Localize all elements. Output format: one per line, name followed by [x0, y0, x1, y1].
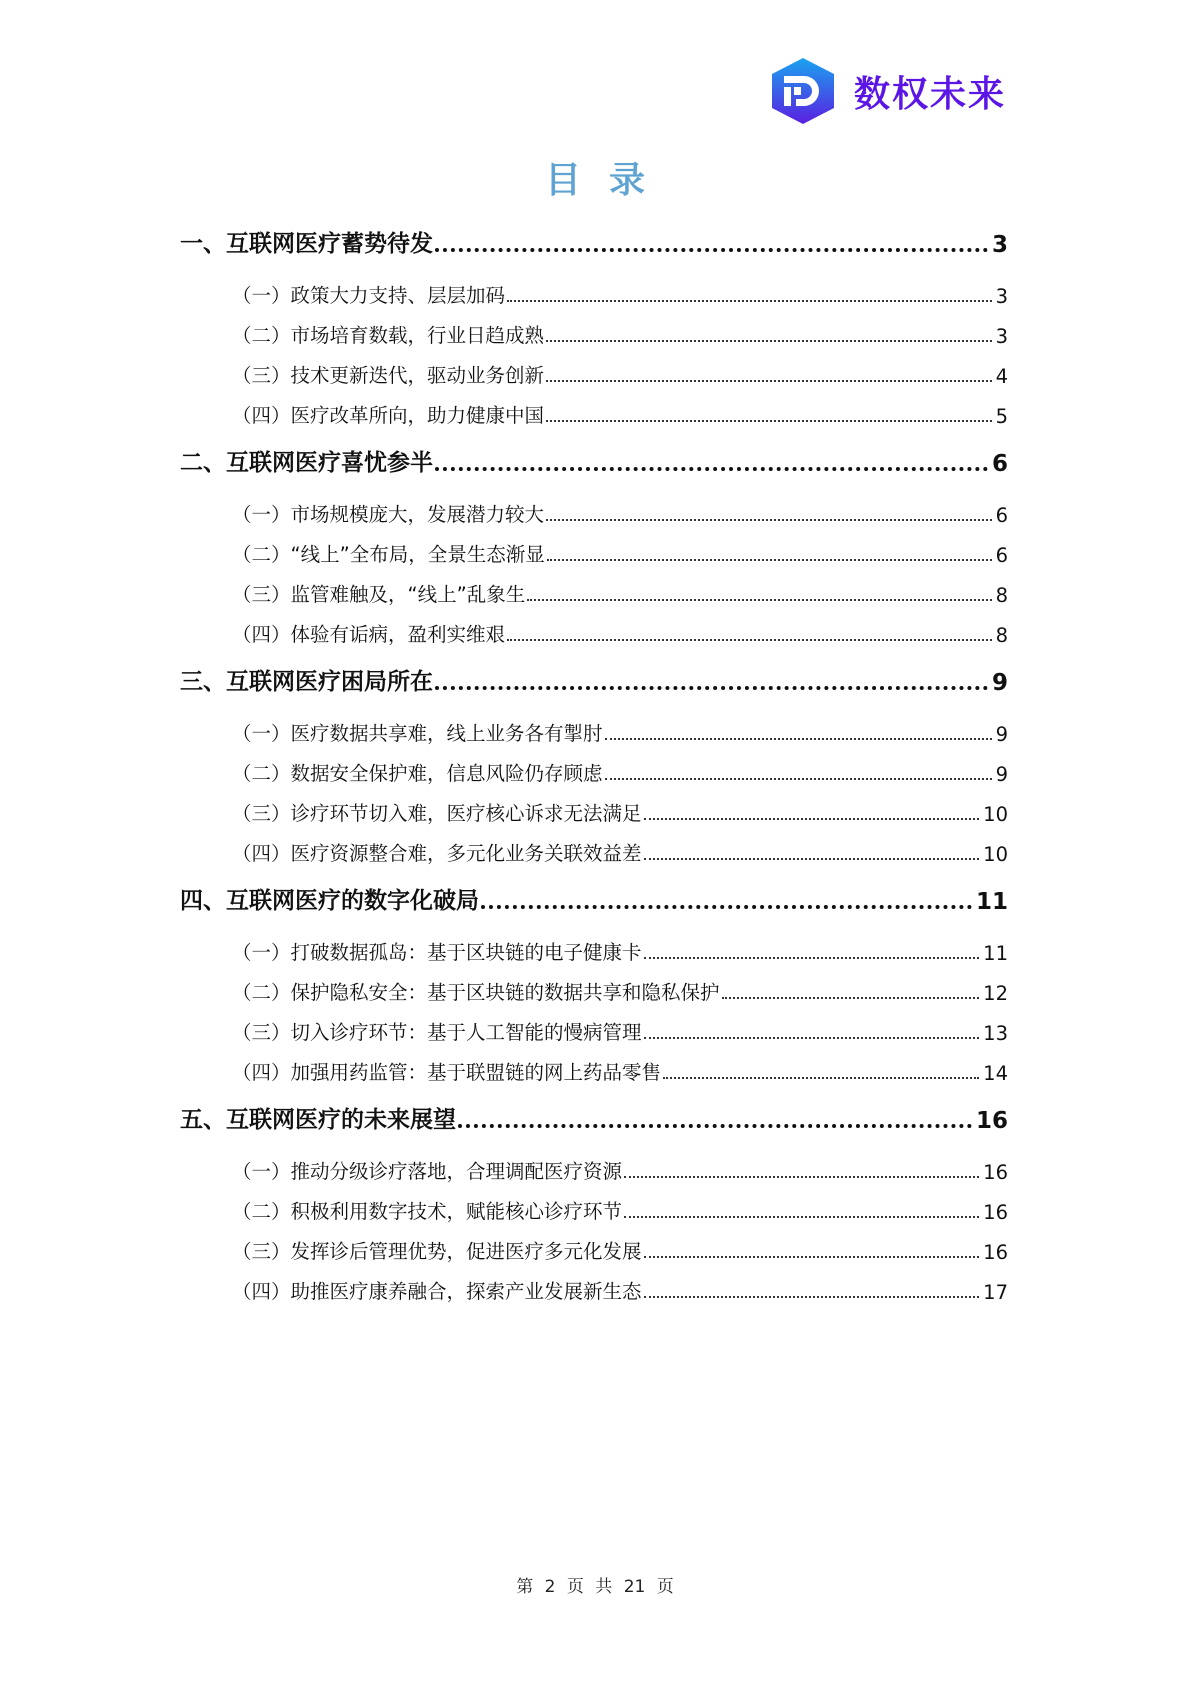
toc-subsection[interactable]	[180, 398, 1008, 428]
page-footer: 第 2 页 共 21 页	[516, 1577, 674, 1597]
dot-leader	[644, 1296, 980, 1298]
toc-page-number: 16	[983, 1241, 1008, 1264]
dot-leader	[644, 1037, 980, 1039]
toc-entry-label: （一）市场规模庞大，发展潜力较大	[232, 503, 545, 526]
toc-entry-label: （三）监管难触及，“线上”乱象生	[232, 583, 526, 606]
toc-subsection[interactable]	[180, 1015, 1008, 1045]
toc-subsection[interactable]	[180, 836, 1008, 866]
toc-page-number: 11	[975, 889, 1008, 915]
toc-subsection[interactable]	[180, 975, 1008, 1005]
dot-leader	[458, 1124, 972, 1128]
toc-entry-label: 四、互联网医疗的数字化破局	[180, 888, 479, 914]
toc-entry-label: （四）体验有诟病，盈利实维艰	[232, 623, 506, 646]
toc-page-number: 6	[991, 451, 1008, 477]
toc-entry-label: （一）医疗数据共享难，线上业务各有掣肘	[232, 722, 603, 745]
toc-entry-label: （四）加强用药监管：基于联盟链的网上药品零售	[232, 1061, 662, 1084]
toc-entry-label: （二）数据安全保护难，信息风险仍存顾虑	[232, 762, 603, 785]
toc-subsection[interactable]	[180, 1234, 1008, 1264]
toc-entry-label: 五、互联网医疗的未来展望	[180, 1107, 456, 1133]
toc-page-number: 10	[983, 803, 1008, 826]
dot-leader	[624, 1216, 979, 1218]
toc-entry-label: （三）发挥诊后管理优势，促进医疗多元化发展	[232, 1240, 642, 1263]
toc-page-number: 5	[995, 405, 1008, 428]
dot-leader	[605, 778, 992, 780]
toc-page-number: 16	[983, 1201, 1008, 1224]
toc-entry-label: （四）助推医疗康养融合，探索产业发展新生态	[232, 1280, 642, 1303]
toc-page-number: 3	[995, 285, 1008, 308]
toc-section-heading[interactable]	[180, 222, 1008, 258]
toc-page-number: 14	[983, 1062, 1008, 1085]
logo-hexagon-icon	[768, 56, 838, 126]
toc-page-number: 11	[983, 942, 1008, 965]
dot-leader	[507, 300, 992, 302]
toc-entry-label: （二）保护隐私安全：基于区块链的数据共享和隐私保护	[232, 981, 720, 1004]
toc-page-number: 16	[975, 1108, 1008, 1134]
toc-page-number: 13	[983, 1022, 1008, 1045]
toc-entry-label: （一）推动分级诊疗落地，合理调配医疗资源	[232, 1160, 623, 1183]
dot-leader	[546, 340, 992, 342]
toc-subsection[interactable]	[180, 756, 1008, 786]
toc-subsection[interactable]	[180, 497, 1008, 527]
toc-subsection[interactable]	[180, 358, 1008, 388]
dot-leader	[546, 420, 992, 422]
toc-subsection[interactable]	[180, 537, 1008, 567]
toc-subsection[interactable]	[180, 617, 1008, 647]
dot-leader	[624, 1176, 979, 1178]
toc-page-number: 9	[995, 763, 1008, 786]
toc-page-number: 4	[995, 365, 1008, 388]
toc-entry-label: （三）诊疗环节切入难，医疗核心诉求无法满足	[232, 802, 642, 825]
toc-page-number: 10	[983, 843, 1008, 866]
dot-leader	[507, 639, 992, 641]
dot-leader	[481, 905, 972, 909]
toc-section-heading[interactable]	[180, 441, 1008, 477]
dot-leader	[435, 467, 988, 471]
toc-entry-label: 二、互联网医疗喜忧参半	[180, 450, 433, 476]
toc-subsection[interactable]	[180, 1274, 1008, 1304]
dot-leader	[527, 599, 991, 601]
toc-page-number: 16	[983, 1161, 1008, 1184]
toc-entry-label: （一）打破数据孤岛：基于区块链的电子健康卡	[232, 941, 642, 964]
toc-page-number: 8	[995, 584, 1008, 607]
toc-entry-label: （四）医疗改革所向，助力健康中国	[232, 404, 545, 427]
dot-leader	[644, 818, 980, 820]
logo-text: 数权未来	[854, 73, 1007, 115]
toc-section-heading[interactable]	[180, 660, 1008, 696]
dot-leader	[546, 380, 992, 382]
toc-entry-label: （三）技术更新迭代，驱动业务创新	[232, 364, 545, 387]
toc-page-number: 6	[995, 504, 1008, 527]
toc-section-heading[interactable]	[180, 879, 1008, 915]
toc-subsection[interactable]	[180, 796, 1008, 826]
toc-page-number: 8	[995, 624, 1008, 647]
toc-entry-label: （一）政策大力支持、层层加码	[232, 284, 506, 307]
toc-subsection[interactable]	[180, 1194, 1008, 1224]
toc-subsection[interactable]	[180, 935, 1008, 965]
toc-entry-label: （二）市场培育数载，行业日趋成熟	[232, 324, 545, 347]
toc-page-number: 17	[983, 1281, 1008, 1304]
toc-entry-label: （二）“线上”全布局，全景生态渐显	[232, 543, 545, 566]
toc-subsection[interactable]	[180, 318, 1008, 348]
dot-leader	[435, 686, 988, 690]
toc-entry-label: 一、互联网医疗蓄势待发	[180, 231, 433, 257]
toc-section-heading[interactable]	[180, 1098, 1008, 1134]
toc-subsection[interactable]	[180, 716, 1008, 746]
toc-page-number: 9	[991, 670, 1008, 696]
toc-subsection[interactable]	[180, 1154, 1008, 1184]
table-of-contents	[180, 222, 1008, 1304]
page-title: 目录	[544, 160, 673, 201]
dot-leader	[605, 738, 992, 740]
toc-page-number: 9	[995, 723, 1008, 746]
toc-entry-label: （二）积极利用数字技术，赋能核心诊疗环节	[232, 1200, 623, 1223]
toc-page-number: 3	[995, 325, 1008, 348]
dot-leader	[644, 858, 980, 860]
dot-leader	[644, 1256, 980, 1258]
dot-leader	[644, 957, 980, 959]
toc-entry-label: 三、互联网医疗困局所在	[180, 669, 433, 695]
toc-page-number: 3	[991, 232, 1008, 258]
dot-leader	[547, 559, 992, 561]
toc-entry-label: （三）切入诊疗环节：基于人工智能的慢病管理	[232, 1021, 642, 1044]
toc-subsection[interactable]	[180, 1055, 1008, 1085]
dot-leader	[663, 1077, 979, 1079]
toc-subsection[interactable]	[180, 278, 1008, 308]
dot-leader	[546, 519, 992, 521]
brand-logo	[768, 56, 1006, 126]
toc-page-number: 12	[983, 982, 1008, 1005]
toc-page-number: 6	[995, 544, 1008, 567]
toc-subsection[interactable]	[180, 577, 1008, 607]
toc-entry-label: （四）医疗资源整合难，多元化业务关联效益差	[232, 842, 642, 865]
dot-leader	[722, 997, 980, 999]
dot-leader	[435, 248, 988, 252]
